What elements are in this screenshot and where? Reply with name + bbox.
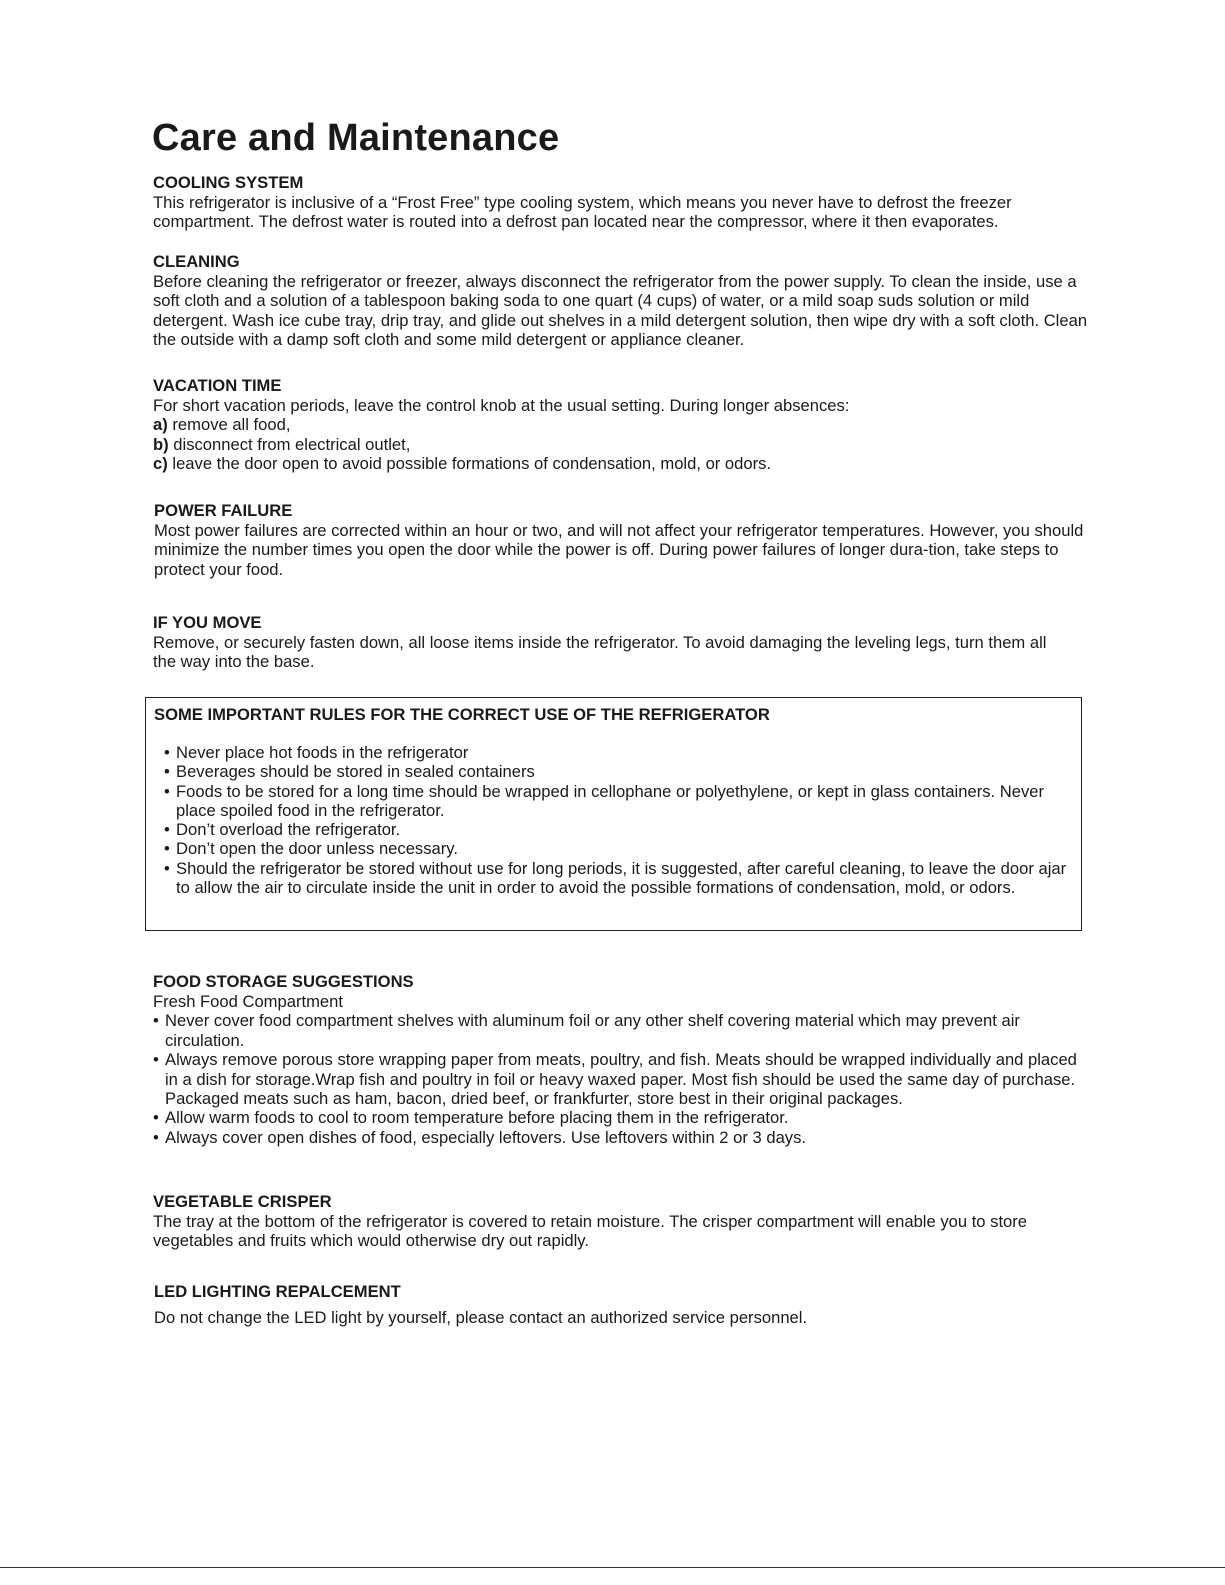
section-intro: For short vacation periods, leave the control knob at the usual setting. During longer absences: [153,396,850,415]
item-label: b) [153,434,169,454]
section-led-lighting [154,1282,1089,1327]
section-vacation-time [153,376,1088,474]
section-subheading: Fresh Food Compartment [153,992,343,1011]
item-label: c) [153,454,168,474]
section-heading: FOOD STORAGE SUGGESTIONS [153,972,414,991]
list-item [153,435,1088,454]
vacation-list [153,415,1088,473]
section-text: Do not change the LED light by yourself, please contact an authorized service personnel. [154,1308,808,1327]
section-food-storage [153,972,1081,1147]
list-item [164,820,1076,839]
section-text: Before cleaning the refrigerator or freezer, always disconnect the refrigerator from the power supply. To clean the inside, use a soft cloth and a solution of a tablespoon baking soda to one quart (4 cups) of water, or a mild soap suds solution or mild detergent. Wash ice cube tray, drip tray, and glide out shelves in a mild detergent solution, then wipe dry with a soft cloth. Clean the outside with a damp soft cloth and some mild detergent or appliance cleaner. [153,272,1088,350]
section-heading: VACATION TIME [153,376,282,395]
section-heading: POWER FAILURE [154,501,293,520]
bullet: • [153,1108,159,1128]
list-item [153,1011,1081,1050]
item-text: Should the refrigerator be stored without use for long periods, it is suggested, after careful cleaning, to leave the door ajar to allow the air to circulate inside the unit in order to avoid the possible formations of condensation, mold, or odors. [176,858,1067,898]
item-text: Allow warm foods to cool to room temperature before placing them in the refrigerator. [165,1108,789,1128]
rules-heading: SOME IMPORTANT RULES FOR THE CORRECT USE OF THE REFRIGERATOR [154,705,770,724]
section-heading: CLEANING [153,252,240,271]
item-text: Always remove porous store wrapping paper from meats, poultry, and fish. Meats should be wrapped individually and placed in a dish for storage.Wrap fish and poultry in foil or heavy waxed paper. Most fish should be used the same day of purchase. Packaged meats such as ham, bacon, dried beef, or frankfurter, store best in their original packages. [165,1050,1077,1109]
list-item [153,1128,1081,1147]
section-vegetable-crisper [153,1192,1053,1251]
list-item [164,859,1076,898]
section-heading: IF YOU MOVE [153,613,262,632]
section-cooling-system [153,173,1088,232]
section-text: This refrigerator is inclusive of a “Frost Free” type cooling system, which means you never have to defrost the freezer compartment. The defrost water is routed into a defrost pan located near the compressor, where it then evaporates. [153,193,1012,232]
list-item [153,415,1088,434]
item-text: disconnect from electrical outlet, [173,434,411,454]
page-bottom-rule [0,1567,1225,1568]
item-text: Never place hot foods in the refrigerator [176,743,469,762]
bullet: • [153,1127,159,1147]
item-text: Never cover food compartment shelves with aluminum foil or any other shelf covering material which may prevent air circulation. [165,1011,1020,1050]
item-text: Don’t overload the refrigerator. [176,820,401,840]
bullet: • [164,743,170,762]
item-text: Always cover open dishes of food, especially leftovers. Use leftovers within 2 or 3 days. [165,1127,807,1147]
list-item [164,782,1076,821]
section-if-you-move [153,613,1053,672]
item-text: leave the door open to avoid possible formations of condensation, mold, or odors. [172,454,772,474]
list-item [164,743,1076,762]
rules-list [164,743,1076,897]
bullet: • [153,1011,159,1031]
important-rules-box [145,697,1082,931]
bullet: • [164,858,170,878]
bullet: • [153,1050,159,1070]
bullet: • [164,839,170,859]
item-label: a) [153,415,168,435]
section-text: Most power failures are corrected within an hour or two, and will not affect your refrigerator temperatures. However, you should minimize the number times you open the door while the power is off. During power failures of longer dura-tion, take steps to protect your food. [154,521,1084,579]
section-power-failure [154,501,1084,579]
section-cleaning [153,252,1088,350]
list-item [153,1050,1081,1108]
list-item [153,454,1088,473]
list-item [153,1108,1081,1127]
bullet: • [164,781,170,801]
section-heading: VEGETABLE CRISPER [153,1192,332,1211]
item-text: Beverages should be stored in sealed containers [176,762,535,782]
bullet: • [164,762,170,782]
section-heading: COOLING SYSTEM [153,173,304,192]
item-text: Foods to be stored for a long time should be wrapped in cellophane or polyethylene, or kept in glass containers. Never place spoiled food in the refrigerator. [176,781,1044,820]
page-title: Care and Maintenance [152,117,560,159]
section-text: The tray at the bottom of the refrigerator is covered to retain moisture. The crisper compartment will enable you to store vegetables and fruits which would otherwise dry out rapidly. [153,1212,1028,1251]
list-item [164,839,1076,858]
item-text: Don’t open the door unless necessary. [176,839,458,859]
section-heading: LED LIGHTING REPALCEMENT [154,1282,401,1301]
bullet: • [164,820,170,840]
list-item [164,762,1076,781]
food-list [153,1011,1081,1147]
item-text: remove all food, [172,415,291,435]
section-text: Remove, or securely fasten down, all loose items inside the refrigerator. To avoid damaging the leveling legs, turn them all the way into the base. [153,633,1047,672]
